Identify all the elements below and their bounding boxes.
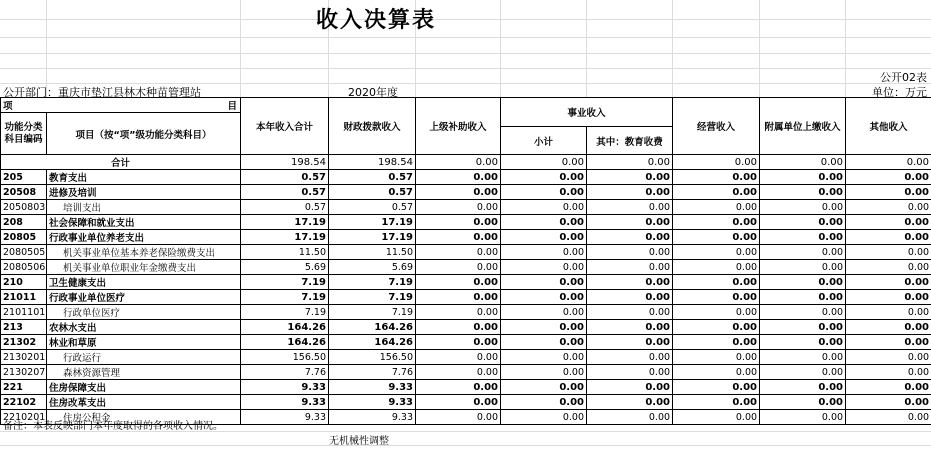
table-row[interactable] xyxy=(1,170,931,185)
cell-value[interactable]: 0.00 xyxy=(416,200,501,215)
table-code: 公开02表 xyxy=(880,71,927,84)
cell-value[interactable]: 0.00 xyxy=(501,230,587,245)
cell-value[interactable]: 0.00 xyxy=(673,200,760,215)
table-row[interactable] xyxy=(1,350,931,365)
table-row[interactable] xyxy=(1,365,931,380)
cell-value[interactable]: 164.26 xyxy=(241,320,329,335)
row-code[interactable]: 21302 xyxy=(1,335,47,350)
cell-value[interactable]: 0.00 xyxy=(501,350,587,365)
cell-value[interactable]: 198.54 xyxy=(329,155,416,170)
cell-value[interactable]: 0.00 xyxy=(846,365,931,380)
table-header xyxy=(1,98,931,155)
cell-value[interactable]: 17.19 xyxy=(241,230,329,245)
cell-value[interactable]: 5.69 xyxy=(241,260,329,275)
cell-value[interactable]: 9.33 xyxy=(241,395,329,410)
cell-value[interactable]: 0.00 xyxy=(587,320,673,335)
cell-value[interactable]: 9.33 xyxy=(329,395,416,410)
cell-value[interactable]: 0.00 xyxy=(587,275,673,290)
row-code[interactable]: 2050803 xyxy=(1,200,47,215)
row-code[interactable]: 208 xyxy=(1,215,47,230)
department-label: 公开部门：重庆市垫江县林木种苗管理站 xyxy=(3,86,201,99)
cell-value[interactable]: 0.00 xyxy=(846,320,931,335)
name-header[interactable]: 项目（按“项”级功能分类科目） xyxy=(47,113,241,155)
cell-value[interactable]: 17.19 xyxy=(241,215,329,230)
cell-value[interactable]: 198.54 xyxy=(241,155,329,170)
fiscal-header[interactable]: 财政拨款收入 xyxy=(329,98,416,155)
cell-value[interactable]: 164.26 xyxy=(329,335,416,350)
row-name[interactable]: 住房保障支出 xyxy=(47,380,241,395)
table-row[interactable] xyxy=(1,230,931,245)
cell-value[interactable]: 0.00 xyxy=(416,170,501,185)
cell-value[interactable]: 0.00 xyxy=(673,230,760,245)
cell-value[interactable]: 0.00 xyxy=(846,335,931,350)
education-header[interactable]: 其中：教育收费 xyxy=(587,127,673,155)
row-name[interactable]: 机关事业单位职业年金缴费支出 xyxy=(47,260,241,275)
cell-value[interactable]: 0.00 xyxy=(416,410,501,425)
cell-value[interactable]: 9.33 xyxy=(329,380,416,395)
row-name[interactable]: 林业和草原 xyxy=(47,335,241,350)
cell-value[interactable]: 0.00 xyxy=(416,230,501,245)
cell-value[interactable]: 0.00 xyxy=(673,260,760,275)
cell-value[interactable]: 9.33 xyxy=(329,410,416,425)
cell-value[interactable]: 7.19 xyxy=(329,275,416,290)
cell-value[interactable]: 0.00 xyxy=(587,260,673,275)
table-row[interactable] xyxy=(1,395,931,410)
table-row[interactable] xyxy=(1,245,931,260)
cell-value[interactable]: 0.00 xyxy=(501,185,587,200)
cell-value[interactable]: 0.00 xyxy=(846,350,931,365)
cell-value[interactable]: 0.00 xyxy=(760,350,846,365)
cell-value[interactable]: 0.00 xyxy=(416,260,501,275)
cell-value[interactable]: 0.00 xyxy=(587,230,673,245)
table-row[interactable] xyxy=(1,320,931,335)
cell-value[interactable]: 7.19 xyxy=(329,305,416,320)
cell-value[interactable]: 0.57 xyxy=(241,170,329,185)
row-code[interactable]: 2210201 xyxy=(1,410,47,425)
row-name[interactable]: 农林水支出 xyxy=(47,320,241,335)
table-row[interactable] xyxy=(1,200,931,215)
cell-value[interactable]: 0.00 xyxy=(760,155,846,170)
cell-value[interactable]: 0.00 xyxy=(760,230,846,245)
table-row[interactable] xyxy=(1,305,931,320)
row-name[interactable]: 卫生健康支出 xyxy=(47,275,241,290)
report-title: 收入决算表 xyxy=(316,8,437,33)
income-table xyxy=(0,97,931,425)
cell-value[interactable]: 0.00 xyxy=(673,275,760,290)
row-code[interactable]: 2130207 xyxy=(1,365,47,380)
row-name[interactable]: 行政事业单位医疗 xyxy=(47,290,241,305)
cell-value[interactable]: 0.00 xyxy=(846,245,931,260)
table-body xyxy=(1,155,931,425)
cell-value[interactable]: 0.00 xyxy=(760,305,846,320)
cell-value[interactable]: 0.00 xyxy=(587,335,673,350)
cell-value[interactable]: 0.00 xyxy=(587,155,673,170)
cell-value[interactable]: 0.00 xyxy=(760,365,846,380)
cell-value[interactable]: 0.00 xyxy=(760,245,846,260)
cell-value[interactable]: 0.00 xyxy=(587,380,673,395)
cell-value[interactable]: 0.00 xyxy=(587,215,673,230)
row-code[interactable]: 2080506 xyxy=(1,260,47,275)
note-text: 备注：本表反映部门本年度取得的各项收入情况。 xyxy=(3,421,223,432)
cell-value[interactable]: 0.00 xyxy=(587,350,673,365)
cell-value[interactable]: 0.00 xyxy=(416,365,501,380)
row-name[interactable]: 住房改革支出 xyxy=(47,395,241,410)
footer-note: 无机械性调整 xyxy=(329,436,389,447)
cell-value[interactable]: 0.00 xyxy=(760,185,846,200)
cell-value[interactable]: 0.00 xyxy=(501,170,587,185)
cell-value[interactable]: 0.00 xyxy=(587,170,673,185)
table-row[interactable] xyxy=(1,335,931,350)
cell-value[interactable]: 0.00 xyxy=(673,380,760,395)
row-name[interactable]: 进修及培训 xyxy=(47,185,241,200)
cell-value[interactable]: 0.00 xyxy=(673,395,760,410)
table-row[interactable] xyxy=(1,260,931,275)
cell-value[interactable]: 0.00 xyxy=(760,260,846,275)
cell-value[interactable]: 0.00 xyxy=(760,275,846,290)
cell-value[interactable]: 0.00 xyxy=(673,290,760,305)
cell-value[interactable]: 7.19 xyxy=(329,290,416,305)
cell-value[interactable]: 0.00 xyxy=(846,380,931,395)
row-code[interactable]: 205 xyxy=(1,170,47,185)
row-name[interactable]: 森林资源管理 xyxy=(47,365,241,380)
cell-value[interactable]: 0.57 xyxy=(329,200,416,215)
unit-label: 单位：万元 xyxy=(872,86,927,99)
cell-value[interactable]: 0.00 xyxy=(760,170,846,185)
cell-value[interactable]: 7.19 xyxy=(241,275,329,290)
cell-value[interactable]: 0.00 xyxy=(416,275,501,290)
cell-value[interactable]: 0.00 xyxy=(501,215,587,230)
cell-value[interactable]: 0.57 xyxy=(329,185,416,200)
cell-value[interactable]: 0.00 xyxy=(846,155,931,170)
cell-value[interactable]: 0.00 xyxy=(846,200,931,215)
cell-value[interactable]: 0.00 xyxy=(673,335,760,350)
cell-value[interactable]: 0.00 xyxy=(846,230,931,245)
table-row[interactable] xyxy=(1,215,931,230)
cell-value[interactable]: 156.50 xyxy=(329,350,416,365)
cell-value[interactable]: 0.00 xyxy=(587,245,673,260)
row-code[interactable]: 2080505 xyxy=(1,245,47,260)
cell-value[interactable]: 0.00 xyxy=(587,200,673,215)
cell-value[interactable]: 0.00 xyxy=(846,410,931,425)
cell-value[interactable]: 0.00 xyxy=(587,185,673,200)
cell-value[interactable]: 0.00 xyxy=(673,350,760,365)
cell-value[interactable]: 0.00 xyxy=(416,320,501,335)
cell-value[interactable]: 0.00 xyxy=(416,155,501,170)
operating-header[interactable]: 经营收入 xyxy=(673,98,760,155)
item-left-label: 项 xyxy=(3,101,13,112)
cell-value[interactable]: 0.00 xyxy=(846,275,931,290)
cell-value[interactable]: 0.00 xyxy=(501,410,587,425)
row-name[interactable]: 机关事业单位基本养老保险缴费支出 xyxy=(47,245,241,260)
row-code[interactable]: 2101101 xyxy=(1,305,47,320)
cell-value[interactable]: 17.19 xyxy=(329,215,416,230)
total-row[interactable] xyxy=(1,155,931,170)
cell-value[interactable]: 0.00 xyxy=(673,320,760,335)
cell-value[interactable]: 0.00 xyxy=(760,320,846,335)
cell-value[interactable]: 0.00 xyxy=(673,170,760,185)
cell-value[interactable]: 0.00 xyxy=(587,395,673,410)
row-name[interactable]: 教育支出 xyxy=(47,170,241,185)
total-income-header[interactable]: 本年收入合计 xyxy=(241,98,329,155)
cell-value[interactable]: 0.00 xyxy=(846,215,931,230)
cell-value[interactable]: 0.00 xyxy=(673,245,760,260)
cell-value[interactable]: 11.50 xyxy=(329,245,416,260)
code-header[interactable]: 功能分类科目编码 xyxy=(1,113,47,155)
row-code[interactable]: 210 xyxy=(1,275,47,290)
cell-value[interactable]: 0.00 xyxy=(673,185,760,200)
cell-value[interactable]: 0.57 xyxy=(329,170,416,185)
cell-value[interactable]: 0.00 xyxy=(416,305,501,320)
cell-value[interactable]: 0.00 xyxy=(501,245,587,260)
cell-value[interactable]: 0.00 xyxy=(416,245,501,260)
superior-header[interactable]: 上级补助收入 xyxy=(416,98,501,155)
cell-value[interactable]: 0.00 xyxy=(846,260,931,275)
row-name[interactable]: 社会保障和就业支出 xyxy=(47,215,241,230)
cell-value[interactable]: 0.00 xyxy=(846,290,931,305)
cell-value[interactable]: 0.00 xyxy=(760,380,846,395)
cell-value[interactable]: 0.00 xyxy=(673,410,760,425)
cell-value[interactable]: 17.19 xyxy=(329,230,416,245)
cell-value[interactable]: 0.00 xyxy=(416,395,501,410)
cell-value[interactable]: 0.00 xyxy=(501,290,587,305)
row-name[interactable]: 行政事业单位养老支出 xyxy=(47,230,241,245)
cell-value[interactable]: 0.00 xyxy=(416,185,501,200)
row-name[interactable]: 培训支出 xyxy=(47,200,241,215)
table-row[interactable] xyxy=(1,275,931,290)
row-code[interactable]: 2130201 xyxy=(1,350,47,365)
cell-value[interactable]: 7.76 xyxy=(241,365,329,380)
cell-value[interactable]: 7.19 xyxy=(241,305,329,320)
cell-value[interactable]: 164.26 xyxy=(241,335,329,350)
cell-value[interactable]: 0.00 xyxy=(673,215,760,230)
item-right-label: 目 xyxy=(227,101,238,112)
cell-value[interactable]: 0.00 xyxy=(587,290,673,305)
cell-value[interactable]: 0.00 xyxy=(673,305,760,320)
cell-value[interactable]: 0.00 xyxy=(587,305,673,320)
cell-value[interactable]: 0.00 xyxy=(501,380,587,395)
cell-value[interactable]: 0.00 xyxy=(587,410,673,425)
row-name[interactable]: 行政运行 xyxy=(47,350,241,365)
subtotal-header[interactable]: 小计 xyxy=(501,127,587,155)
cell-value[interactable]: 9.33 xyxy=(241,410,329,425)
cell-value[interactable]: 0.00 xyxy=(587,365,673,380)
cell-value[interactable]: 0.57 xyxy=(241,185,329,200)
cell-value[interactable]: 0.00 xyxy=(846,305,931,320)
row-code[interactable]: 20508 xyxy=(1,185,47,200)
cell-value[interactable]: 0.00 xyxy=(760,290,846,305)
cell-value[interactable]: 0.00 xyxy=(846,185,931,200)
other-header[interactable]: 其他收入 xyxy=(846,98,931,155)
cell-value[interactable]: 164.26 xyxy=(329,320,416,335)
cell-value[interactable]: 0.00 xyxy=(501,200,587,215)
cell-value[interactable]: 0.00 xyxy=(501,275,587,290)
cell-value[interactable]: 0.00 xyxy=(673,155,760,170)
row-code[interactable]: 213 xyxy=(1,320,47,335)
cell-value[interactable]: 0.00 xyxy=(416,335,501,350)
item-header[interactable] xyxy=(1,98,241,113)
cell-value[interactable]: 0.00 xyxy=(416,215,501,230)
cell-value[interactable]: 5.69 xyxy=(329,260,416,275)
cell-value[interactable]: 0.00 xyxy=(501,335,587,350)
table-row[interactable] xyxy=(1,185,931,200)
cell-value[interactable]: 7.76 xyxy=(329,365,416,380)
cell-value[interactable]: 0.00 xyxy=(846,395,931,410)
cell-value[interactable]: 7.19 xyxy=(241,290,329,305)
cell-value[interactable]: 11.50 xyxy=(241,245,329,260)
cell-value[interactable]: 0.57 xyxy=(241,200,329,215)
year-label: 2020年度 xyxy=(348,86,398,99)
cell-value[interactable]: 0.00 xyxy=(501,305,587,320)
cell-value[interactable]: 9.33 xyxy=(241,380,329,395)
cell-value[interactable]: 0.00 xyxy=(846,170,931,185)
cell-value[interactable]: 0.00 xyxy=(501,395,587,410)
cell-value[interactable]: 156.50 xyxy=(241,350,329,365)
cell-value[interactable]: 0.00 xyxy=(501,365,587,380)
cell-value[interactable]: 0.00 xyxy=(760,395,846,410)
total-label: 合计 xyxy=(1,155,241,170)
cell-value[interactable]: 0.00 xyxy=(760,335,846,350)
cell-value[interactable]: 0.00 xyxy=(760,215,846,230)
affiliated-header[interactable]: 附属单位上缴收入 xyxy=(760,98,846,155)
row-code[interactable]: 21011 xyxy=(1,290,47,305)
row-code[interactable]: 22102 xyxy=(1,395,47,410)
cell-value[interactable]: 0.00 xyxy=(760,200,846,215)
cell-value[interactable]: 0.00 xyxy=(416,290,501,305)
cell-value[interactable]: 0.00 xyxy=(501,155,587,170)
business-header[interactable]: 事业收入 xyxy=(501,98,673,127)
row-name[interactable]: 住房公积金 xyxy=(47,410,241,425)
cell-value[interactable]: 0.00 xyxy=(416,380,501,395)
row-name[interactable]: 行政单位医疗 xyxy=(47,305,241,320)
table-row[interactable] xyxy=(1,380,931,395)
row-code[interactable]: 20805 xyxy=(1,230,47,245)
table-row[interactable] xyxy=(1,290,931,305)
cell-value[interactable]: 0.00 xyxy=(673,365,760,380)
cell-value[interactable]: 0.00 xyxy=(760,410,846,425)
cell-value[interactable]: 0.00 xyxy=(501,320,587,335)
row-code[interactable]: 221 xyxy=(1,380,47,395)
cell-value[interactable]: 0.00 xyxy=(501,260,587,275)
cell-value[interactable]: 0.00 xyxy=(416,350,501,365)
